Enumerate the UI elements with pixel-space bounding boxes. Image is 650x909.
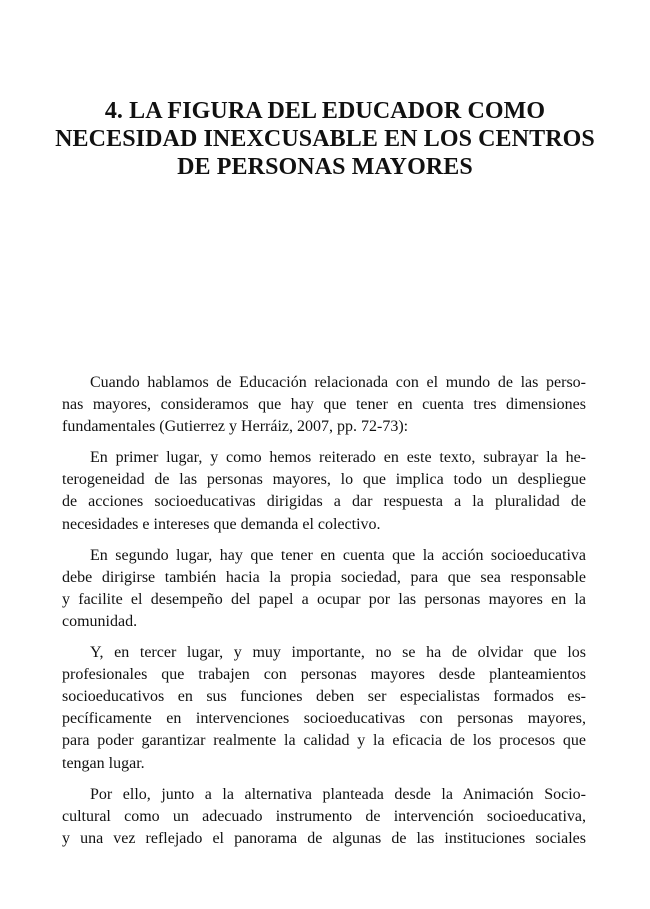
text-line: nas mayores, consideramos que hay que tener en cuenta tres dimensiones <box>62 396 586 414</box>
text-line: pecíficamente en intervenciones socioeducativas con personas mayores, <box>62 710 586 728</box>
text-line: profesionales que trabajen con personas mayores desde planteamientos <box>62 666 586 684</box>
text-line: En primer lugar, y como hemos reiterado en este texto, subrayar la he- <box>90 449 586 467</box>
paragraph-third-dimension <box>62 642 586 775</box>
paragraph-first-dimension <box>62 447 586 535</box>
chapter-title-line: NECESIDAD INEXCUSABLE EN LOS CENTROS <box>55 126 595 152</box>
text-line: socioeducativos en sus funciones deben ser especialistas formados es- <box>62 688 586 706</box>
text-line: y facilite el desempeño del papel a ocupar por las personas mayores en la <box>62 590 586 608</box>
body-text <box>62 372 586 859</box>
text-line: de acciones socioeducativas dirigidas a dar respuesta a la pluralidad de <box>62 493 586 511</box>
text-line: debe dirigirse también hacia la propia sociedad, para que sea responsable <box>62 568 586 586</box>
text-line: Por ello, junto a la alternativa planteada desde la Animación Socio- <box>90 785 586 803</box>
text-line: Y, en tercer lugar, y muy importante, no se ha de olvidar que los <box>90 644 586 662</box>
text-line: necesidades e intereses que demanda el colectivo. <box>62 515 381 533</box>
text-line: comunidad. <box>62 612 138 630</box>
paragraph-second-dimension <box>62 545 586 633</box>
text-line: terogeneidad de las personas mayores, lo que implica todo un despliegue <box>62 471 586 489</box>
text-line: para poder garantizar realmente la calidad y la eficacia de los procesos que <box>62 732 586 750</box>
text-line: y una vez reflejado el panorama de algunas de las instituciones sociales <box>62 829 586 847</box>
chapter-title-line: DE PERSONAS MAYORES <box>177 154 473 180</box>
text-line: En segundo lugar, hay que tener en cuenta que la acción socioeducativa <box>90 546 586 564</box>
text-line: cultural como un adecuado instrumento de intervención socioeducativa, <box>62 807 586 825</box>
paragraph-dimensions-intro <box>62 372 586 438</box>
chapter-title-line: 4. LA FIGURA DEL EDUCADOR COMO <box>104 98 546 124</box>
text-line: tengan lugar. <box>62 754 145 772</box>
text-line: fundamentales (Gutierrez y Herráiz, 2007, pp. 72-73): <box>62 418 409 436</box>
chapter-title <box>40 97 610 181</box>
paragraph-conclusion-continued <box>62 784 586 850</box>
text-line: Cuando hablamos de Educación relacionada con el mundo de las perso- <box>90 374 586 391</box>
